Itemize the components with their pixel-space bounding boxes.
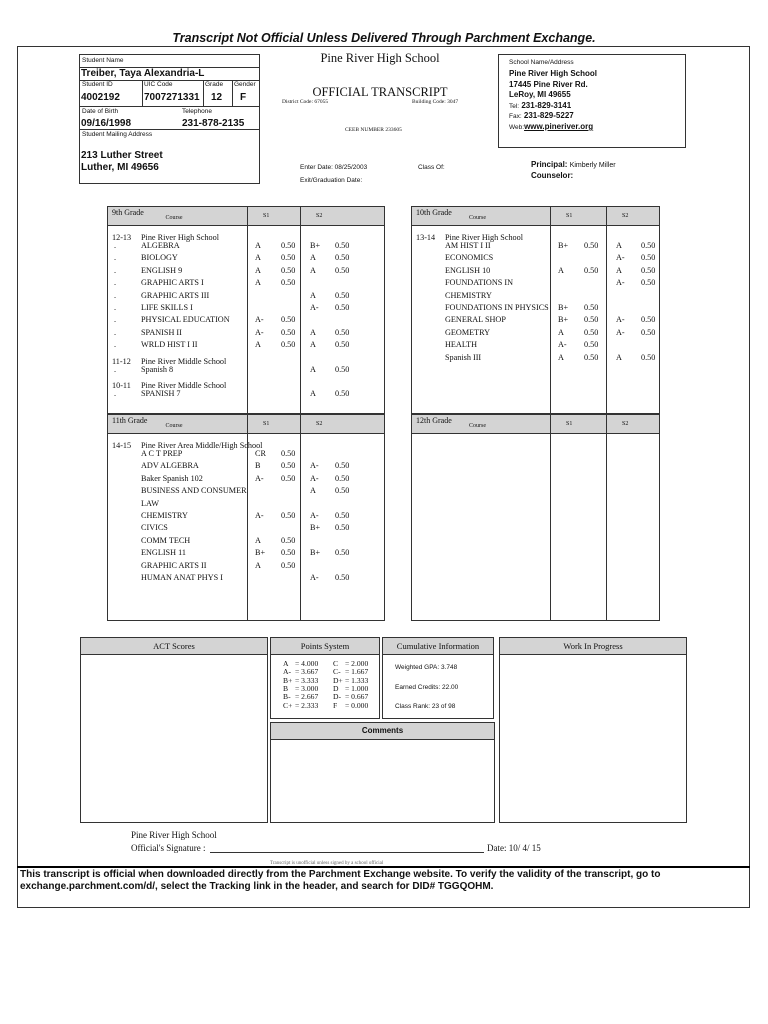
- course-row: [108, 511, 384, 521]
- s1-col-label: S1: [263, 421, 270, 427]
- s2-grade: B+: [310, 241, 321, 250]
- s1-credit: 0.50: [281, 474, 296, 483]
- s2-grade: A: [310, 253, 316, 262]
- earned-credits: Earned Credits: 22.00: [395, 684, 459, 691]
- student-name-label: Student Name: [82, 57, 124, 64]
- building-code: Building Code: 3047: [412, 99, 459, 105]
- course-name: LIFE SKILLS I: [141, 303, 193, 312]
- s1-credit: 0.50: [584, 328, 599, 337]
- school-box-label: School Name/Address: [509, 59, 574, 66]
- phone-label: Telephone: [182, 108, 212, 115]
- gender-value: F: [240, 92, 247, 103]
- fax-label: Fax:: [509, 113, 522, 120]
- tel-label: Tel:: [509, 103, 520, 110]
- course-row: [108, 328, 384, 338]
- course-name: HUMAN ANAT PHYS I: [141, 573, 223, 582]
- course-name: ENGLISH 11: [141, 548, 186, 557]
- s1-grade: A-: [558, 340, 567, 349]
- course-prefix: .: [114, 340, 117, 349]
- grade-letter: C: [333, 659, 339, 668]
- course-row: [108, 253, 384, 263]
- s1-credit: 0.50: [281, 561, 296, 570]
- grade-letter: B: [283, 683, 289, 693]
- ceeb-number: CEEB NUMBER 233605: [345, 127, 402, 133]
- s2-grade: A: [310, 365, 316, 374]
- grade12-header: [412, 415, 659, 434]
- s2-credit: 0.50: [335, 474, 350, 483]
- grade-11-panel: [107, 414, 385, 621]
- s1-grade: A: [558, 266, 564, 275]
- grade11-title: 11th Grade: [112, 416, 148, 425]
- grade-points: = 2.000: [345, 659, 369, 668]
- course-row: [108, 536, 384, 546]
- course-row: [108, 449, 384, 459]
- grade-letter: C+: [283, 700, 293, 710]
- course-row: [108, 573, 384, 583]
- s2-credit: 0.50: [641, 328, 656, 337]
- s2-credit: 0.50: [335, 573, 350, 582]
- course-prefix: 14-15: [112, 441, 132, 450]
- grade-10-panel: [411, 206, 660, 414]
- s1-credit: 0.50: [281, 253, 296, 262]
- course-row: [108, 461, 384, 471]
- course-prefix: 12-13: [112, 233, 132, 242]
- course-row: [108, 291, 384, 301]
- s2-grade: A: [310, 266, 316, 275]
- s2-grade: B+: [310, 523, 321, 532]
- grade-value: 12: [211, 92, 223, 103]
- class-rank: Class Rank: 23 of 98: [395, 703, 456, 710]
- course-row: [108, 561, 384, 571]
- school-tel: [509, 101, 571, 110]
- course-name: CHEMISTRY: [141, 511, 188, 520]
- grade-letter: D-: [333, 692, 342, 702]
- s1-grade: B+: [558, 303, 569, 312]
- course-name: ENGLISH 9: [141, 266, 183, 275]
- s1-credit: 0.50: [281, 511, 296, 520]
- s2-credit: 0.50: [641, 241, 656, 250]
- s1-col-label: S1: [566, 213, 573, 219]
- footer-divider: [17, 866, 750, 868]
- grade-9-panel: [107, 206, 385, 414]
- signature-date: Date: 10/ 4/ 15: [487, 843, 541, 853]
- course-name: GEOMETRY: [445, 328, 491, 337]
- s2-grade: A-: [310, 461, 319, 470]
- s2-grade: B+: [310, 548, 321, 557]
- address-line-1: 213 Luther Street: [81, 150, 163, 161]
- s2-credit: 0.50: [335, 241, 350, 250]
- tel-value: 231-829-3141: [521, 101, 572, 110]
- s1-credit: 0.50: [584, 340, 599, 349]
- grade10-header: [412, 207, 659, 226]
- dob-value: 09/16/1998: [81, 118, 132, 129]
- grade-label: Grade: [205, 81, 224, 88]
- s1-grade: CR: [255, 449, 266, 458]
- s2-grade: A: [310, 340, 316, 349]
- s2-credit: 0.50: [335, 461, 350, 470]
- grade-points: = 2.667: [295, 692, 319, 702]
- s1-grade: B+: [558, 315, 569, 324]
- course-name: WRLD HIST I II: [141, 340, 198, 349]
- column-divider: [550, 415, 551, 620]
- school-box-city: LeRoy, MI 49655: [509, 90, 571, 99]
- course-name: FOUNDATIONS IN: [445, 278, 514, 287]
- course-col-label: Course: [165, 423, 183, 429]
- course-name: GRAPHIC ARTS III: [141, 291, 210, 300]
- course-row: [108, 486, 384, 496]
- school-name: Pine River Middle School: [141, 381, 227, 390]
- s2-credit: 0.50: [335, 291, 350, 300]
- s1-credit: 0.50: [281, 340, 296, 349]
- grade11-header: [108, 415, 384, 434]
- act-scores-panel: [80, 637, 268, 823]
- course-row: [412, 278, 659, 288]
- exit-date: Exit/Graduation Date:: [300, 177, 363, 184]
- s2-grade: A: [616, 266, 622, 275]
- course-name: SPANISH II: [141, 328, 182, 337]
- s2-grade: A-: [310, 474, 319, 483]
- course-name: LAW: [141, 499, 159, 508]
- grade-letter: C-: [333, 667, 341, 677]
- course-name: GENERAL SHOP: [445, 315, 506, 324]
- course-row: [412, 340, 659, 350]
- student-id: 4002192: [81, 92, 120, 103]
- s2-credit: 0.50: [641, 353, 656, 362]
- course-name: Spanish III: [445, 353, 482, 362]
- grade-letter: A: [283, 659, 289, 668]
- course-row: [108, 389, 384, 399]
- course-name: SPANISH 7: [141, 389, 181, 398]
- grade10-title: 10th Grade: [416, 208, 452, 217]
- course-row: [412, 328, 659, 338]
- school-box-street: 17445 Pine River Rd.: [509, 80, 588, 89]
- enter-date: Enter Date: 08/25/2003: [300, 164, 368, 171]
- course-name: AM HIST I II: [445, 241, 491, 250]
- official-transcript-title: OFFICIAL TRANSCRIPT: [312, 85, 448, 99]
- course-col-label: Course: [165, 215, 183, 221]
- course-prefix: .: [114, 389, 117, 398]
- address-line-2: Luther, MI 49656: [81, 162, 159, 173]
- course-prefix: .: [114, 266, 117, 275]
- s2-credit: 0.50: [335, 365, 350, 374]
- course-row: [108, 474, 384, 484]
- column-divider: [606, 415, 607, 620]
- s1-grade: B+: [558, 241, 569, 250]
- course-row: [412, 266, 659, 276]
- course-row: [108, 499, 384, 509]
- fax-value: 231-829-5227: [523, 111, 574, 120]
- work-in-progress-panel: [499, 637, 687, 823]
- grade9-title: 9th Grade: [112, 208, 144, 217]
- s1-credit: 0.50: [281, 548, 296, 557]
- s2-grade: A: [616, 241, 622, 250]
- course-row: [412, 253, 659, 263]
- grade-letter: B-: [283, 692, 291, 702]
- s1-credit: 0.50: [281, 449, 296, 458]
- grade-points: = 1.000: [345, 683, 369, 693]
- s1-credit: 0.50: [281, 536, 296, 545]
- course-row: [108, 315, 384, 325]
- s2-credit: 0.50: [335, 523, 350, 532]
- course-prefix: .: [114, 253, 117, 262]
- course-prefix: .: [114, 291, 117, 300]
- s1-grade: A: [558, 353, 564, 362]
- school-fax: [509, 111, 574, 120]
- s2-grade: A: [310, 389, 316, 398]
- s2-grade: A-: [310, 511, 319, 520]
- course-name: BIOLOGY: [141, 253, 178, 262]
- grade-letter: D+: [333, 675, 343, 685]
- school-box-name: Pine River High School: [509, 69, 598, 78]
- s1-grade: A-: [255, 511, 264, 520]
- s2-grade: A-: [310, 573, 319, 582]
- s2-credit: 0.50: [335, 511, 350, 520]
- course-prefix: 10-11: [112, 381, 131, 390]
- s2-col-label: S2: [622, 213, 629, 219]
- uic-code: 7007271331: [144, 92, 200, 103]
- points-system-title: Points System: [271, 638, 379, 655]
- student-name: Treiber, Taya Alexandria-L: [81, 68, 205, 79]
- s2-col-label: S2: [316, 213, 323, 219]
- principal-name: Kimberly Miller: [569, 162, 616, 169]
- s2-grade: A-: [616, 315, 625, 324]
- s1-grade: A-: [255, 328, 264, 337]
- s1-credit: 0.50: [281, 328, 296, 337]
- s2-credit: 0.50: [335, 328, 350, 337]
- work-in-progress-title: Work In Progress: [500, 638, 686, 655]
- uic-label: UIC Code: [144, 81, 173, 88]
- course-name: PHYSICAL EDUCATION: [141, 315, 230, 324]
- s1-col-label: S1: [263, 213, 270, 219]
- signature-line: [210, 852, 484, 853]
- student-id-label: Student ID: [82, 81, 113, 88]
- footer-verification-text: This transcript is official when downloaded directly from the Parchment Exchange website. To verify the validity of the transcript, go to exchange.parchment.com/d/, select the Tracking link in the header, and search for DID# TGGQOHM.: [20, 869, 661, 892]
- school-name: Pine River Middle School: [141, 357, 227, 366]
- course-row: [108, 266, 384, 276]
- course-row: [412, 315, 659, 325]
- dob-label: Date of Birth: [82, 108, 119, 115]
- school-title: Pine River High School: [320, 51, 440, 65]
- course-name: HEALTH: [445, 340, 477, 349]
- course-name: Spanish 8: [141, 365, 174, 374]
- s1-grade: A-: [255, 315, 264, 324]
- s1-credit: 0.50: [281, 278, 296, 287]
- grade-points: = 1.333: [345, 675, 369, 685]
- course-name: FOUNDATIONS IN PHYSICS: [445, 303, 549, 312]
- course-prefix: .: [114, 315, 117, 324]
- course-prefix: .: [114, 278, 117, 287]
- course-name: Baker Spanish 102: [141, 474, 203, 483]
- course-prefix: 11-12: [112, 357, 131, 366]
- grade-letter: F: [333, 700, 338, 710]
- course-row: [108, 241, 384, 251]
- course-row: [412, 241, 659, 251]
- s1-credit: 0.50: [584, 266, 599, 275]
- grade-points: = 1.667: [345, 667, 369, 677]
- s2-credit: 0.50: [335, 486, 350, 495]
- principal-label: Principal:: [531, 160, 568, 169]
- s2-col-label: S2: [622, 421, 629, 427]
- act-scores-title: ACT Scores: [81, 638, 267, 655]
- transcript-banner: Transcript Not Official Unless Delivered Through Parchment Exchange.: [172, 31, 596, 45]
- course-col-label: Course: [469, 423, 486, 429]
- s2-grade: A: [310, 486, 316, 495]
- s2-credit: 0.50: [641, 315, 656, 324]
- course-row: [108, 365, 384, 375]
- course-prefix: .: [114, 328, 117, 337]
- s1-grade: A: [255, 278, 261, 287]
- school-name: Pine River High School: [141, 233, 220, 242]
- cumulative-panel: [382, 637, 494, 719]
- s2-grade: A-: [616, 253, 625, 262]
- course-name: CIVICS: [141, 523, 168, 532]
- s2-credit: 0.50: [641, 278, 656, 287]
- gender-label: Gender: [234, 81, 256, 88]
- comments-panel: [270, 722, 495, 823]
- address-label: Student Mailing Address: [82, 131, 153, 138]
- s1-grade: A-: [255, 474, 264, 483]
- course-row: [108, 303, 384, 313]
- s1-credit: 0.50: [281, 461, 296, 470]
- s2-grade: A: [310, 328, 316, 337]
- comments-title: Comments: [271, 723, 494, 740]
- course-row: [412, 291, 659, 301]
- signature-label: Official's Signature :: [131, 843, 206, 853]
- s1-grade: B+: [255, 548, 266, 557]
- course-prefix: 13-14: [416, 233, 436, 242]
- s1-col-label: S1: [566, 421, 573, 427]
- course-prefix: .: [114, 365, 117, 374]
- grade-letter: D: [333, 683, 339, 693]
- s1-grade: B: [255, 461, 261, 470]
- s2-credit: 0.50: [335, 340, 350, 349]
- grade12-title: 12th Grade: [416, 416, 452, 425]
- district-code: District Code: 67055: [282, 99, 329, 105]
- s1-grade: A: [255, 340, 261, 349]
- s2-credit: 0.50: [641, 266, 656, 275]
- s1-credit: 0.50: [281, 241, 296, 250]
- phone-value: 231-878-2135: [182, 118, 245, 129]
- s1-grade: A: [255, 266, 261, 275]
- s1-credit: 0.50: [281, 266, 296, 275]
- s1-credit: 0.50: [584, 241, 599, 250]
- s1-grade: A: [558, 328, 564, 337]
- s2-grade: A-: [310, 303, 319, 312]
- course-row: [108, 278, 384, 288]
- s1-grade: A: [255, 536, 261, 545]
- school-web: [509, 122, 593, 131]
- course-name: ENGLISH 10: [445, 266, 491, 275]
- course-name: CHEMISTRY: [445, 291, 492, 300]
- course-row: [108, 340, 384, 350]
- signature-school: Pine River High School: [131, 830, 217, 840]
- course-name: GRAPHIC ARTS I: [141, 278, 204, 287]
- s1-grade: A: [255, 253, 261, 262]
- s2-col-label: S2: [316, 421, 323, 427]
- s2-grade: A: [310, 291, 316, 300]
- course-prefix: .: [114, 241, 117, 250]
- class-of: Class Of:: [418, 164, 445, 171]
- s2-credit: 0.50: [335, 303, 350, 312]
- grade-points: = 3.667: [295, 667, 319, 677]
- course-name: ALGEBRA: [141, 241, 180, 250]
- principal: [531, 160, 616, 169]
- grade-points: = 3.333: [295, 675, 319, 685]
- counselor-label: Counselor:: [531, 171, 574, 180]
- school-name: Pine River Area Middle/High School: [141, 441, 263, 450]
- signature-note: Transcript is unofficial unless signed by a school official: [270, 861, 384, 866]
- course-name: ADV ALGEBRA: [141, 461, 199, 470]
- s1-credit: 0.50: [584, 353, 599, 362]
- s1-credit: 0.50: [584, 315, 599, 324]
- grade-points: = 2.333: [295, 700, 319, 710]
- points-system-panel: [270, 637, 380, 719]
- course-name: A C T PREP: [141, 449, 183, 458]
- course-name: GRAPHIC ARTS II: [141, 561, 207, 570]
- grade-points: = 4.000: [295, 659, 319, 668]
- s1-credit: 0.50: [584, 303, 599, 312]
- course-name: COMM TECH: [141, 536, 191, 545]
- grade-letter: A-: [283, 667, 292, 677]
- grade-letter: B+: [283, 675, 293, 685]
- cumulative-title: Cumulative Information: [383, 638, 493, 655]
- s2-grade: A: [616, 353, 622, 362]
- course-row: [412, 353, 659, 363]
- weighted-gpa: Weighted GPA: 3.748: [395, 664, 458, 671]
- s2-credit: 0.50: [335, 389, 350, 398]
- course-col-label: Course: [469, 215, 486, 221]
- grade-12-panel: [411, 414, 660, 621]
- s2-grade: A-: [616, 278, 625, 287]
- course-name: ECONOMICS: [445, 253, 494, 262]
- s2-credit: 0.50: [641, 253, 656, 262]
- s2-credit: 0.50: [335, 548, 350, 557]
- grade-points: = 3.000: [295, 683, 319, 693]
- grade-points: = 0.667: [345, 692, 369, 702]
- school-name: Pine River High School: [445, 233, 524, 242]
- web-label: Web:: [509, 124, 525, 131]
- web-link[interactable]: www.pineriver.org: [524, 122, 594, 131]
- s2-credit: 0.50: [335, 253, 350, 262]
- course-name: BUSINESS AND CONSUMER: [141, 486, 247, 495]
- course-row: [108, 523, 384, 533]
- course-prefix: .: [114, 303, 117, 312]
- s2-credit: 0.50: [335, 266, 350, 275]
- s1-credit: 0.50: [281, 315, 296, 324]
- grade-points: = 0.000: [345, 700, 369, 710]
- s2-grade: A-: [616, 328, 625, 337]
- grade9-header: [108, 207, 384, 226]
- course-row: [412, 303, 659, 313]
- s1-grade: A: [255, 241, 261, 250]
- course-row: [108, 548, 384, 558]
- s1-grade: A: [255, 561, 261, 570]
